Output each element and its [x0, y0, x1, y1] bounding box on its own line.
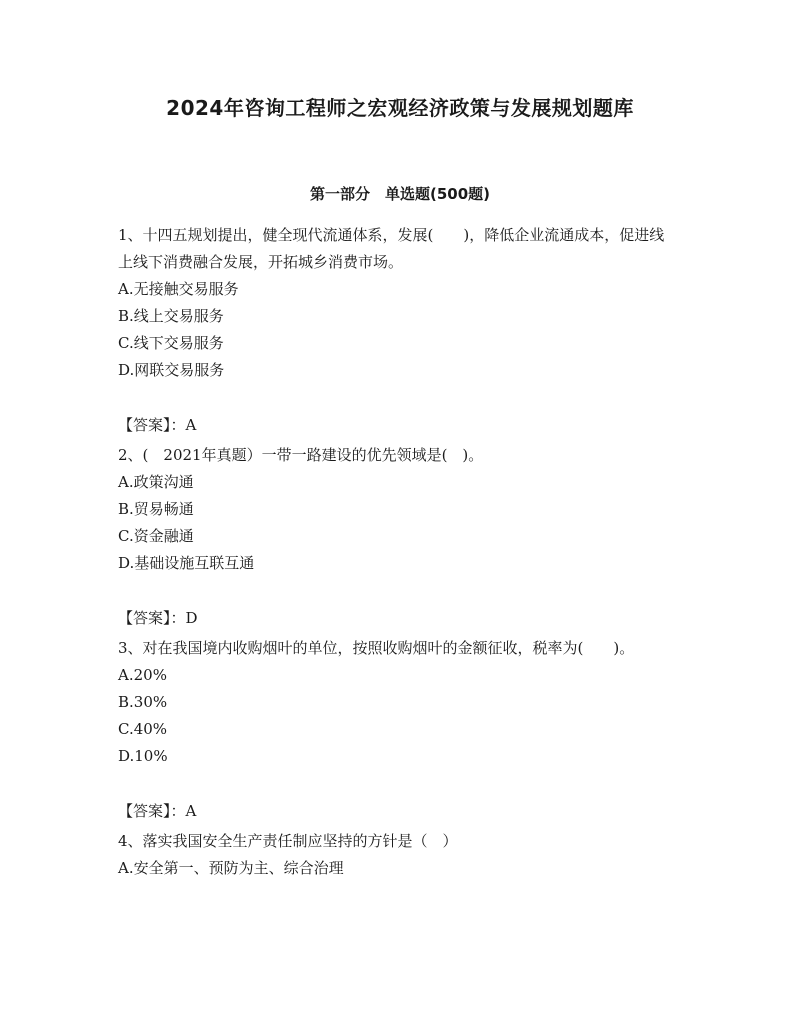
- question-stem: 3、对在我国境内收购烟叶的单位，按照收购烟叶的金额征收，税率为( )。: [118, 639, 635, 657]
- option-d: D.基础设施互联互通: [118, 554, 255, 572]
- question-3: [118, 635, 678, 825]
- answer-label: 【答案】：A: [118, 802, 197, 820]
- option-d: D.网联交易服务: [118, 361, 225, 379]
- option-c: C.资金融通: [118, 527, 194, 545]
- option-a: A.政策沟通: [118, 473, 194, 491]
- question-stem: 2、( 2021年真题）一带一路建设的优先领域是( )。: [118, 446, 484, 464]
- question-4: [118, 828, 678, 882]
- option-a: A.无接触交易服务: [118, 280, 239, 298]
- question-stem: 4、落实我国安全生产责任制应坚持的方针是（ ）: [118, 832, 458, 850]
- option-a: A.20%: [118, 666, 167, 684]
- option-a: A.安全第一、预防为主、综合治理: [118, 859, 344, 877]
- question-stem: 1、十四五规划提出，健全现代流通体系，发展( )，降低企业流通成本，促进线上线下消费融合发展，开拓城乡消费市场。: [118, 226, 665, 271]
- option-b: B.贸易畅通: [118, 500, 194, 518]
- option-b: B.线上交易服务: [118, 307, 224, 325]
- option-c: C.线下交易服务: [118, 334, 224, 352]
- answer-label: 【答案】：D: [118, 609, 198, 627]
- option-b: B.30%: [118, 693, 168, 711]
- answer-label: 【答案】：A: [118, 416, 197, 434]
- option-c: C.40%: [118, 720, 168, 738]
- section-title: 第一部分 单选题(500题): [309, 185, 491, 203]
- question-1: [118, 222, 678, 439]
- option-d: D.10%: [118, 747, 168, 765]
- question-2: [118, 442, 678, 632]
- document-title: 2024年咨询工程师之宏观经济政策与发展规划题库: [166, 96, 634, 120]
- question-list: [118, 222, 678, 882]
